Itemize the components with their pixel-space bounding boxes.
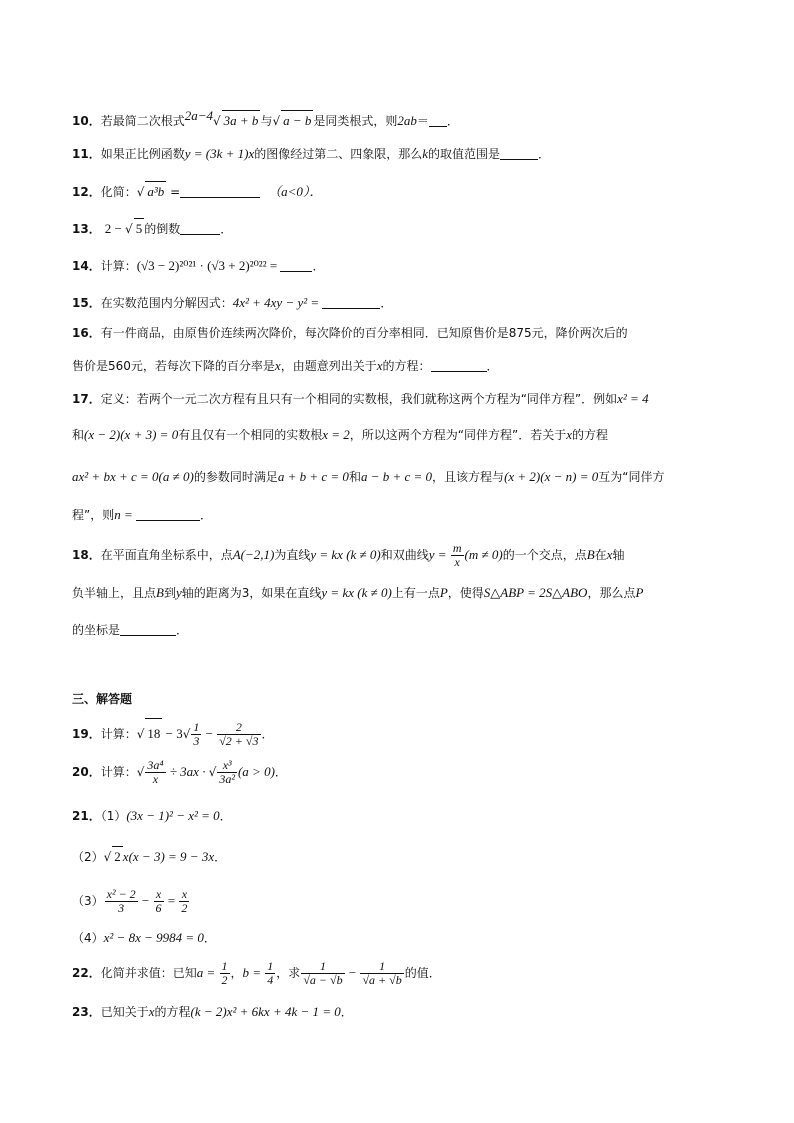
question-12: 12．化简：√ a³b = （a<0）． xyxy=(72,181,732,202)
question-17-line3: ax² + bx + c = 0(a ≠ 0)的参数同时满足a + b + c = 0和a − b + c = 0，且该方程与(x + 2)(x − n) = 0互为“同伴方 xyxy=(72,469,665,484)
question-17-line4: 程”，则n = ． xyxy=(72,507,213,522)
question-22: 22．化简并求值：已知a = $\frac{1}{2}$ ，b = $\frac{1}{4}$ ，求 $\frac{1}{√a - √b}$ − $\frac{1}{√a + √b}$ 的值． xyxy=(72,959,441,987)
section-title: 三、解答题 xyxy=(72,692,133,706)
question-number: 10． xyxy=(72,114,101,128)
answer-blank[interactable] xyxy=(429,113,447,127)
question-16: 16．有一件商品，由原售价连续两次降价，每次降价的百分率相同．已知原售价是875元，降价两次后的 xyxy=(72,326,628,340)
question-10: 10．若最简二次根式$^{2a-4}$√ 3a + b 与√ a − b 是同类根式，则2ab＝ ． xyxy=(72,106,732,131)
question-13: 13． 2 − √ 5 的倒数 ． xyxy=(72,218,732,239)
question-20: 20．计算：√ $\frac{\text{3a⁴}}{x}$ ÷ 3ax · √ $\frac{\text{x³}}{\text{3a²}}$ (a > 0)． xyxy=(72,758,287,786)
question-16-line2: 售价是560元，若每次下降的百分率是x，由题意列出关于x的方程： ． xyxy=(72,358,499,373)
question-23: 23．已知关于x的方程(k − 2)x² + 6kx + 4k − 1 = 0． xyxy=(72,1004,353,1019)
answer-blank[interactable] xyxy=(136,507,200,521)
answer-blank[interactable] xyxy=(431,358,487,372)
question-19: 19．计算：√ 18 − 3√ $\frac{1}{3}$ − $\frac{2}{√2 + √3}$ ． xyxy=(72,720,274,748)
question-17: 17．定义：若两个一元二次方程有且只有一个相同的实数根，我们就称这两个方程为“同伴方程”．例如x² = 4 xyxy=(72,391,649,406)
answer-blank[interactable] xyxy=(180,221,220,235)
answer-blank[interactable] xyxy=(500,146,538,160)
question-21-part4: （4）x² − 8x − 9984 = 0． xyxy=(72,930,216,945)
question-21-part2: （2）√ 2 x(x − 3) = 9 − 3x． xyxy=(72,846,732,867)
question-18-line2: 负半轴上，且点B到y轴的距离为3，如果在直线y = kx (k ≠ 0)上有一点P，使得S△ABP = 2S△ABO，那么点P xyxy=(72,585,644,600)
question-15: 15．在实数范围内分解因式：4x² + 4xy − y² = ． xyxy=(72,295,393,310)
question-18: 18．在平面直角坐标系中，点A(−2,1)为直线y = kx (k ≠ 0)和双曲线y = $\frac{m}{x}$ (m ≠ 0)的一个交点，点B在x轴 xyxy=(72,541,625,569)
question-18-line3: 的坐标是 ． xyxy=(72,623,189,637)
answer-blank[interactable] xyxy=(180,184,260,198)
question-11: 11．如果正比例函数y = (3k + 1)x的图像经过第二、四象限，那么k的取值范围是 ． xyxy=(72,146,551,161)
question-21: 21．（1）(3x − 1)² − x² = 0． xyxy=(72,808,232,823)
answer-blank[interactable] xyxy=(120,622,176,636)
question-17-line2: 和(x − 2)(x + 3) = 0有且仅有一个相同的实数根x = 2，所以这两个方程为“同伴方程”．若关于x的方程 xyxy=(72,427,608,442)
fraction: $\frac{m}{x}$ xyxy=(452,541,462,569)
answer-blank[interactable] xyxy=(280,258,312,272)
answer-blank[interactable] xyxy=(322,295,380,309)
question-14: 14．计算：(√3 − 2)²⁰²¹ · (√3 + 2)²⁰²² = ． xyxy=(72,258,325,273)
question-21-part3: （3） $\frac{\text{x² − 2}}{3}$ − $\frac{x}{6}$ = $\frac{x}{2}$ xyxy=(72,887,188,915)
